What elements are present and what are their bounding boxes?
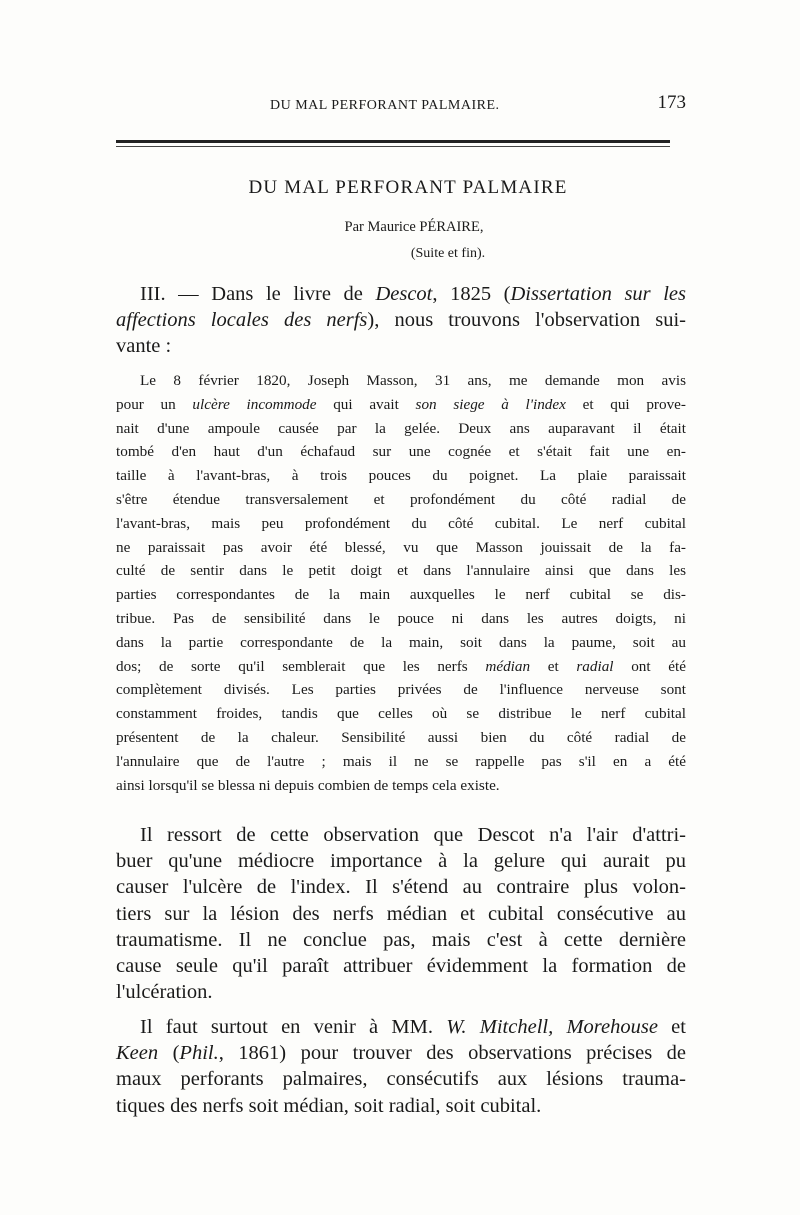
text-line: cause seule qu'il paraît attribuer évidemment la formation de bbox=[116, 955, 686, 978]
text-line: nait d'une ampoule causée par la gelée. Deux ans auparavant il était bbox=[116, 419, 686, 437]
text-line: tiers sur la lésion des nerfs médian et cubital consécutive au bbox=[116, 902, 686, 925]
text-line: pour un ulcère incommode qui avait son siege à l'index et qui prove- bbox=[116, 395, 686, 413]
article-title: DU MAL PERFORANT PALMAIRE bbox=[248, 177, 568, 198]
text-line: ainsi lorsqu'il se blessa ni depuis combien de temps cela existe. bbox=[116, 776, 500, 794]
text-line: tribue. Pas de sensibilité dans le pouce ni dans les autres doigts, ni bbox=[116, 609, 686, 627]
text-line: l'avant-bras, mais peu profondément du côté cubital. Le nerf cubital bbox=[116, 514, 686, 532]
text-line: complètement divisés. Les parties privées de l'influence nerveuse sont bbox=[116, 681, 686, 699]
text-line: tombé d'en haut d'un échafaud sur une cognée et s'était fait une en- bbox=[116, 443, 686, 461]
intro-paragraph bbox=[116, 281, 686, 359]
page-number: 173 bbox=[657, 92, 686, 113]
body-paragraph-3 bbox=[116, 1014, 686, 1119]
header-rule-thick bbox=[116, 140, 670, 143]
text-line: dos; de sorte qu'il semblerait que les nerfs médian et radial ont été bbox=[116, 657, 686, 675]
quoted-observation bbox=[116, 369, 686, 797]
running-title: DU MAL PERFORANT PALMAIRE. bbox=[270, 98, 500, 113]
text-line: constamment froides, tandis que celles où se distribue le nerf cubital bbox=[116, 705, 686, 723]
text-line: vante : bbox=[116, 335, 172, 357]
text-line: taille à l'avant-bras, à trois pouces du poignet. La plaie paraissait bbox=[116, 467, 686, 485]
text-line: l'ulcération. bbox=[116, 981, 213, 1004]
text-line: Il ressort de cette observation que Descot n'a l'air d'attri- bbox=[140, 824, 686, 846]
text-line: maux perforants palmaires, consécutifs aux lésions trauma- bbox=[116, 1068, 686, 1091]
text-line: Le 8 février 1820, Joseph Masson, 31 ans, me demande mon avis bbox=[140, 372, 686, 389]
text-line: dans la partie correspondante de la main, soit dans la paume, soit au bbox=[116, 633, 686, 651]
header-rule-thin bbox=[116, 146, 670, 147]
text-line: Il faut surtout en venir à MM. W. Mitchell, Morehouse et bbox=[140, 1016, 686, 1038]
text-line: causer l'ulcère de l'index. Il s'étend au contraire plus volon- bbox=[116, 876, 686, 899]
text-line: traumatisme. Il ne conclue pas, mais c'est à cette dernière bbox=[116, 928, 686, 951]
text-line: affections locales des nerfs), nous trouvons l'observation sui- bbox=[116, 309, 686, 331]
text-line: l'annulaire que de l'autre ; mais il ne se rappelle pas s'il en a été bbox=[116, 752, 686, 770]
text-line: ne paraissait pas avoir été blessé, vu que Masson jouissait de la fa- bbox=[116, 538, 686, 556]
running-head bbox=[118, 86, 688, 126]
text-line: III. — Dans le livre de Descot, 1825 (Dissertation sur les bbox=[140, 283, 687, 305]
body-paragraph-2 bbox=[116, 822, 686, 1005]
text-line: parties correspondantes de la main auxquelles le nerf cubital se dis- bbox=[116, 586, 686, 604]
text-line: tiques des nerfs soit médian, soit radial, soit cubital. bbox=[116, 1094, 542, 1117]
text-line: présentent de la chaleur. Sensibilité aussi bien du côté radial de bbox=[116, 728, 686, 746]
text-line: Keen (Phil., 1861) pour trouver des observations précises de bbox=[116, 1042, 686, 1065]
text-line: culté de sentir dans le petit doigt et dans l'annulaire ainsi que dans les bbox=[116, 562, 686, 580]
article-continuation: (Suite et fin). bbox=[410, 246, 486, 261]
article-byline: Par Maurice PÉRAIRE, bbox=[344, 219, 484, 235]
text-line: buer qu'une médiocre importance à la gelure qui aurait pu bbox=[116, 850, 686, 873]
text-line: s'être étendue transversalement et profondément du côté radial de bbox=[116, 490, 686, 508]
